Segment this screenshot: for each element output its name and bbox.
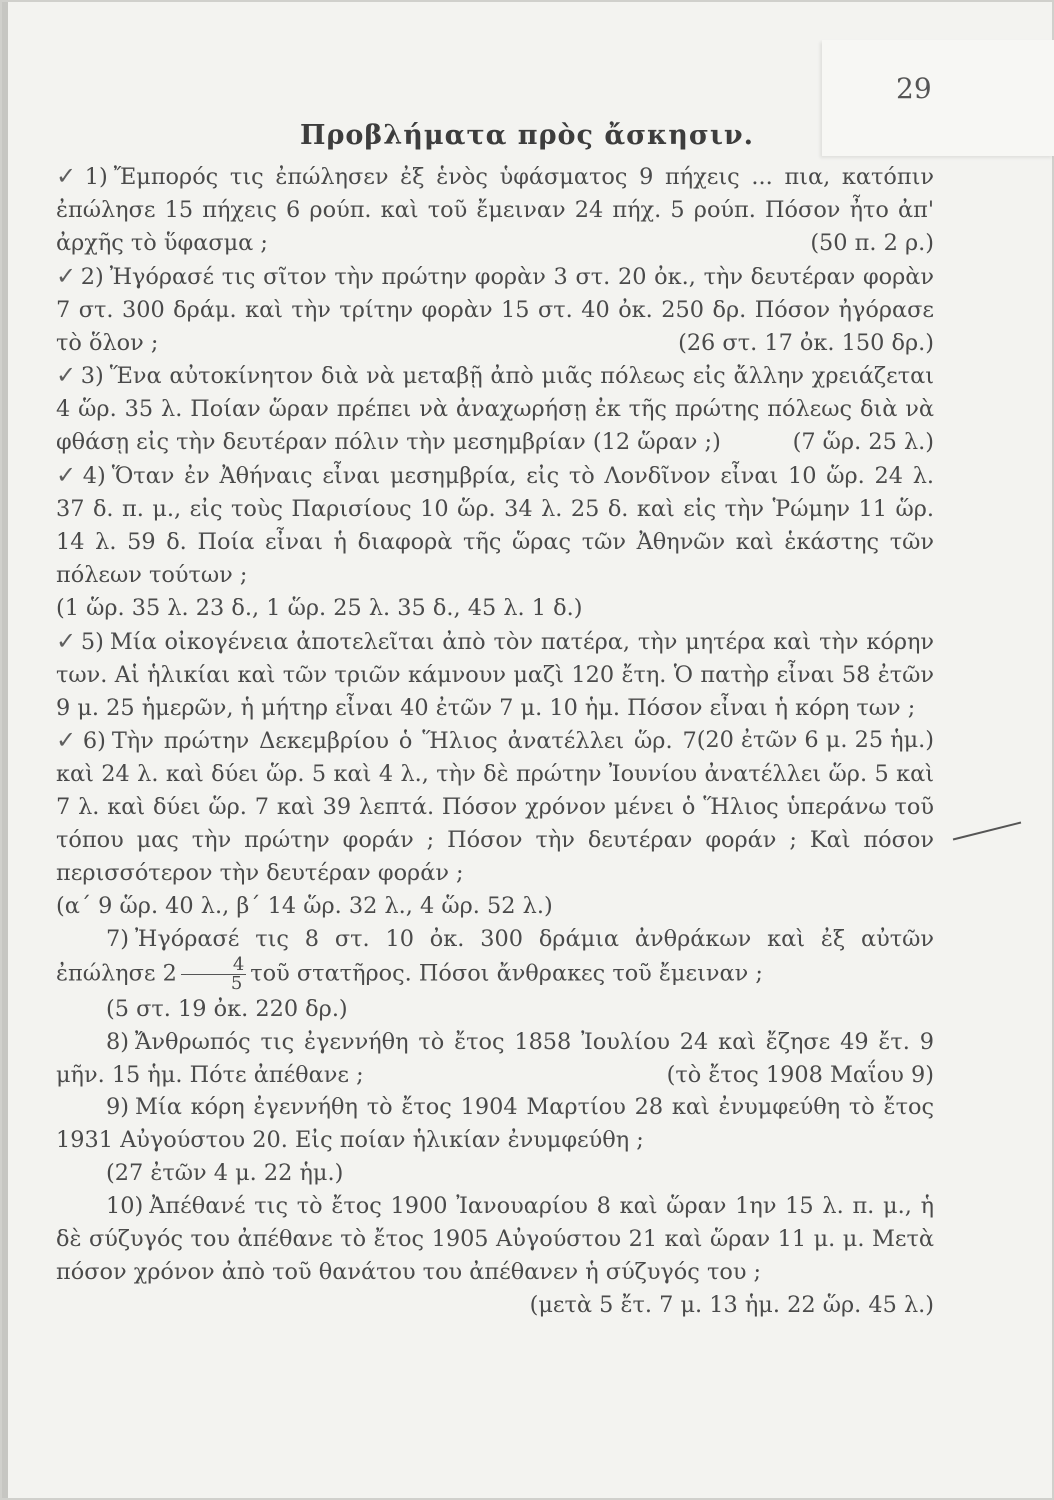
problem-answer: (7 ὥρ. 25 λ.) <box>792 429 934 456</box>
problem-text: Ἕνα αὐτοκίνητον διὰ νὰ μεταβῇ ἀπὸ μιᾶς πόλεως εἰς ἄλλην χρειάζεται 4 ὥρ. 35 λ. Ποίαν ὥραν πρέπει νὰ ἀναχωρήσῃ ἐκ τῆς πρώτης πόλεως διὰ νὰ φθάσῃ εἰς τὴν δευτέραν πόλιν τὴν μεσημβρίαν (12 ὥραν ;) <box>56 363 934 456</box>
problem-label: 3) <box>80 363 104 390</box>
problem-text: Μία οἰκογένεια ἀποτελεῖται ἀπὸ τὸν πατέρα, τὴν μητέρα καὶ τὴν κόρην των. Αἱ ἡλικίαι καὶ τῶν τριῶν κάμνουν μαζὶ 120 ἔτη. Ὁ πατὴρ εἶναι 58 ἐτῶν 9 μ. 25 ἡμερῶν, ἡ μήτηρ εἶναι 40 ἐτῶν 7 μ. 10 ἡμ. Πόσον εἶναι ἡ κόρη των ; <box>56 628 935 721</box>
check-mark-icon: ✓ <box>56 261 77 290</box>
problem-3 <box>56 359 934 459</box>
problem-text: Ἄνθρωπός τις ἐγεννήθη τὸ ἔτος 1858 Ἰουλίου 24 καὶ ἔζησε 49 ἔτ. 9 μῆν. 15 ἡμ. Πότε ἀπέθανε ; <box>56 1028 934 1088</box>
problem-text: Ἔμπορός τις ἐπώλησεν ἐξ ἑνὸς ὑφάσματος 9 πήχεις ... πια, κατόπιν ἐπώλησε 15 πήχεις 6 ρούπ. καὶ τοῦ ἔμειναν 24 πήχ. 5 ρούπ. Πόσον ἦτο ἀπ' ἀρχῆς τὸ ὕφασμα ; <box>56 164 935 256</box>
problem-label: 2) <box>80 263 104 290</box>
problem-10 <box>56 1190 934 1318</box>
problem-label: 9) <box>106 1094 129 1121</box>
problem-answer: (26 στ. 17 ὀκ. 150 δρ.) <box>678 329 934 356</box>
problem-text: Ὅταν ἐν Ἀθήναις εἶναι μεσημβρία, εἰς τὸ Λονδῖνον εἶναι 10 ὥρ. 24 λ. 37 δ. π. μ., εἰς τοὺς Παρισίους 10 ὥρ. 34 λ. 25 δ. καὶ εἰς τὴν Ῥώμην 11 ὥρ. 14 λ. 59 δ. Ποία εἶναι ἡ διαφορὰ τῆς ὥρας τῶν Ἀθηνῶν καὶ ἑκάστης τῶν πόλεων τούτων ; <box>56 463 934 588</box>
fraction-numerator: 4 <box>181 956 246 975</box>
problem-text: Ἀπέθανέ τις τὸ ἔτος 1900 Ἰανουαρίου 8 καὶ ὥραν 1ην 15 λ. π. μ., ἡ δὲ σύζυγός του ἀπέθανε τὸ ἔτος 1905 Αὐγούστου 21 καὶ ὥραν 11 μ. μ. Μετὰ πόσον χρόνον ἀπὸ τοῦ θανάτου του ἀπέθανεν ἡ σύζυγός του ; <box>56 1193 934 1285</box>
problem-label: 8) <box>106 1028 129 1055</box>
problem-text: Ἠγόρασέ τις σῖτον τὴν πρώτην φορὰν 3 στ. 20 ὀκ., τὴν δευτέραν φορὰν 7 στ. 300 δράμ. καὶ τὴν τρίτην φορὰν 15 στ. 40 ὀκ. 250 δρ. Πόσον ἠγόρασε τὸ ὅλον ; <box>56 263 935 356</box>
problem-answer: (1 ὥρ. 35 λ. 23 δ., 1 ὥρ. 25 λ. 35 δ., 45 λ. 1 δ.) <box>56 594 583 621</box>
check-mark-icon: ✓ <box>56 726 79 755</box>
problem-answer: (27 ἐτῶν 4 μ. 22 ἡμ.) <box>106 1160 344 1187</box>
problem-label: 1) <box>84 164 108 190</box>
problem-answer: (α΄ 9 ὥρ. 40 λ., β΄ 14 ὥρ. 32 λ., 4 ὥρ. 52 λ.) <box>56 892 553 919</box>
page-title: Προβλήματα πρὸς ἄσκησιν. <box>299 120 755 151</box>
problem-label: 6) <box>82 728 106 755</box>
problem-label: 7) <box>106 925 129 952</box>
problem-8 <box>56 1026 934 1092</box>
problem-7 <box>56 923 934 1026</box>
check-mark-icon: ✓ <box>56 626 77 655</box>
problem-answer: (5 στ. 19 ὀκ. 220 δρ.) <box>106 995 348 1022</box>
problem-text: Μία κόρη ἐγεννήθη τὸ ἔτος 1904 Μαρτίου 28 καὶ ἐνυμφεύθη τὸ ἔτος 1931 Αὐγούστου 20. Εἰς ποίαν ἡλικίαν ἐνυμφεύθη ; <box>56 1094 934 1154</box>
problem-answer: (μετὰ 5 ἔτ. 7 μ. 13 ἡμ. 22 ὥρ. 45 λ.) <box>529 1291 934 1318</box>
problem-list <box>56 160 934 1322</box>
problem-9 <box>56 1091 934 1190</box>
check-mark-icon: ✓ <box>56 461 79 490</box>
problem-text-continued: τοῦ στατῆρος. Πόσοι ἄνθρακες τοῦ ἔμειναν ; <box>250 960 763 987</box>
pencil-mark <box>953 822 1021 841</box>
problem-answer: (20 ἐτῶν 6 μ. 25 ἡμ.) <box>696 727 934 754</box>
problem-text: Τὴν πρώτην Δεκεμβρίου ὁ Ἥλιος ἀνατέλλει ὥρ. 7 καὶ 24 λ. καὶ δύει ὥρ. 5 καὶ 4 λ., τὴν δὲ πρώτην Ἰουνίου ἀνατέλλει ὥρ. 5 καὶ 7 λ. καὶ δύει ὥρ. 7 καὶ 39 λεπτά. Πόσον χρόνον μένει ὁ Ἥλιος ὑπεράνω τοῦ τόπου μας τὴν πρώτην φοράν ; Πόσον τὴν δευτέραν φοράν ; Καὶ πόσον περισσότερον τὴν δευτέραν φοράν ; <box>56 728 934 887</box>
page-number: 29 <box>896 72 932 105</box>
problem-text: Ἠγόρασέ τις 8 στ. 10 ὀκ. 300 δράμια ἀνθράκων καὶ ἐξ αὐτῶν ἐπώλησε 2 <box>56 925 934 987</box>
fraction-denominator: 5 <box>230 972 243 994</box>
problem-5 <box>56 625 935 754</box>
problem-answer: (50 π. 2 ρ.) <box>810 229 934 256</box>
problem-label: 4) <box>82 463 106 490</box>
fraction <box>181 953 246 994</box>
problem-label: 5) <box>80 628 104 655</box>
problem-label: 10) <box>106 1193 144 1220</box>
check-mark-icon: ✓ <box>56 361 77 390</box>
check-mark-icon: ✓ <box>56 162 81 190</box>
problem-answer: (τὸ ἔτος 1908 Μαΐου 9) <box>666 1061 934 1088</box>
problem-2 <box>56 260 934 360</box>
problem-1 <box>56 160 934 260</box>
problem-4 <box>56 459 934 625</box>
